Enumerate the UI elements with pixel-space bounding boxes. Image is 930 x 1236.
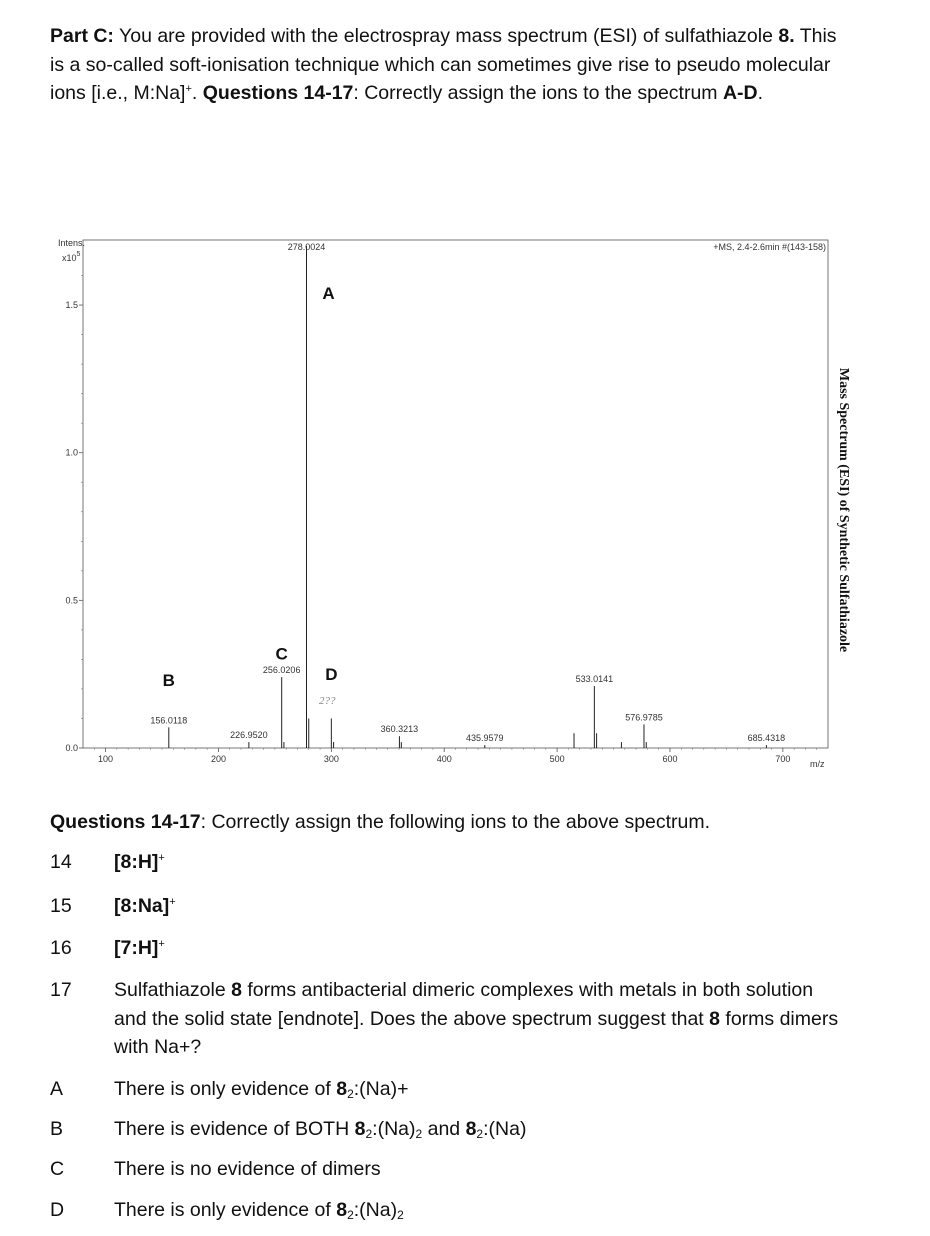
annotation-a: A: [322, 284, 335, 304]
mass-spectrum-chart: [40, 230, 840, 775]
y-tick-label: 0.5: [65, 595, 78, 606]
y-tick-label: 0.0: [65, 743, 78, 753]
ion-label: [8:Na]: [114, 895, 170, 917]
peak-label: 435.9579: [466, 733, 504, 744]
peak-label: 156.0118: [150, 715, 188, 726]
x-tick-label: 700: [775, 754, 791, 764]
annotation-d: D: [325, 665, 338, 685]
peak-label: 533.0141: [575, 673, 614, 684]
y-axis-ticks: [65, 276, 83, 753]
peaks-group: [169, 246, 767, 748]
handwritten-note: 2??: [319, 695, 336, 707]
spectrum-header-info: +MS, 2.4-2.6min #(143-158): [713, 242, 826, 252]
x-tick-label: 600: [662, 754, 678, 764]
annotation-b: B: [162, 670, 175, 690]
peak-label: 226.9520: [230, 730, 268, 741]
x-tick-label: 200: [210, 754, 226, 764]
x-axis-ticks: [94, 748, 816, 764]
y-tick-label: 1.0: [65, 447, 78, 458]
spectrum-side-label: Mass Spectrum (ESI) of Synthetic Sulfathiazole: [836, 367, 851, 653]
peak-label: 360.3213: [380, 724, 419, 735]
x-axis-unit: m/z: [810, 759, 825, 769]
peak-labels-group: [150, 242, 785, 743]
x-tick-label: 400: [436, 754, 452, 764]
x-tick-label: 500: [549, 754, 565, 764]
questions-heading: Questions 14-17: Correctly assign the following ions to the above spectrum.: [50, 811, 711, 833]
compound-ref: 8.: [778, 25, 795, 47]
questions-ref: Questions 14-17: [202, 82, 354, 104]
intro-paragraph: Part C: You are provided with the electrospray mass spectrum (ESI) of sulfathiazole 8. This is a so-called soft-ionisation technique which can sometimes give rise to pseudo molecular ions [i.e., M:Na]+. Questions 14-17: Correctly assign the ions to the spectrum A-D.: [50, 25, 837, 104]
peak-label: 685.4318: [747, 733, 786, 744]
spectrum-ref: A-D: [722, 82, 758, 104]
ion-label: [7:H]: [114, 937, 159, 959]
plot-border: [83, 240, 828, 748]
y-axis-label: Intens.: [58, 238, 86, 248]
peak-label: 256.0206: [262, 665, 301, 676]
y-tick-label: 1.5: [65, 300, 78, 311]
y-axis-scale: $x10^5$: [62, 251, 81, 263]
annotation-c: C: [275, 644, 288, 664]
annotations-group: [163, 284, 338, 690]
plot-frame: [83, 240, 828, 748]
x-tick-label: 300: [323, 754, 339, 764]
peak-label: 576.9785: [625, 712, 663, 723]
peak-label: 278.0024: [287, 242, 326, 252]
ion-label: [8:H]: [114, 851, 159, 873]
part-label: Part C:: [50, 25, 114, 47]
x-tick-label: 100: [98, 754, 114, 764]
